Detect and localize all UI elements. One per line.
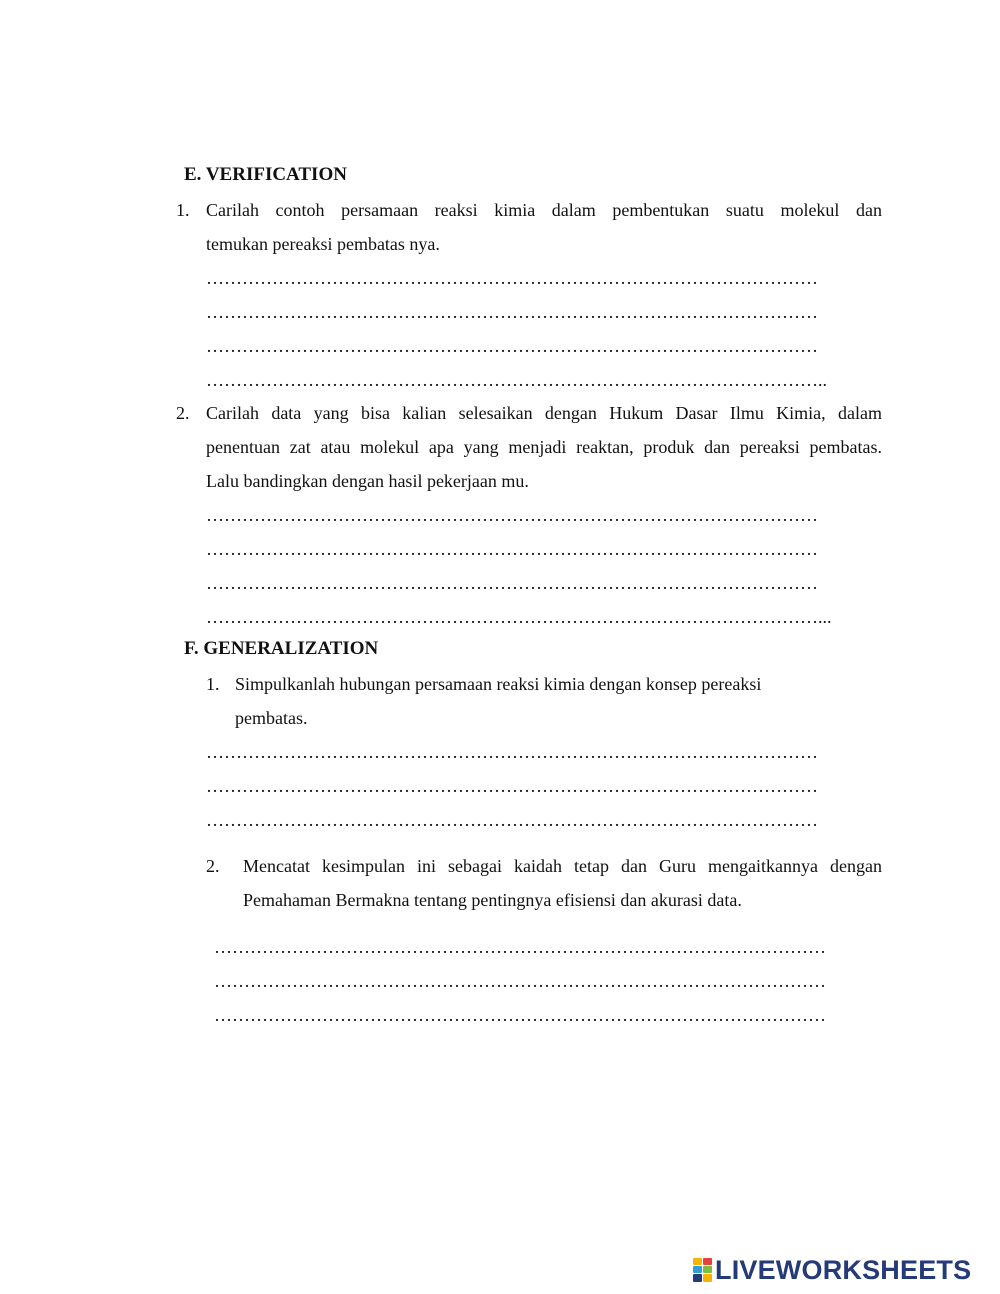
question-e1-text-line2: temukan pereaksi pembatas nya. <box>206 234 440 254</box>
question-f1-number: 1. <box>206 674 220 694</box>
question-e2-number: 2. <box>176 403 190 423</box>
answer-line-f2-2[interactable]: ………………………………………………………………………………………… <box>214 971 826 991</box>
question-e2-text-line3: Lalu bandingkan dengan hasil pekerjaan mu. <box>206 471 529 491</box>
logo-block-red <box>703 1258 712 1265</box>
answer-line-e2-1[interactable]: ………………………………………………………………………………………… <box>206 505 818 525</box>
question-f1-text-line2: pembatas. <box>235 708 308 728</box>
answer-line-f1-1[interactable]: ………………………………………………………………………………………… <box>206 742 818 762</box>
logo-block-navy <box>693 1274 702 1282</box>
liveworksheets-logo <box>693 1255 971 1285</box>
logo-block-yellow-2 <box>703 1274 712 1282</box>
liveworksheets-logo-text: LIVEWORKSHEETS <box>715 1254 972 1285</box>
answer-line-f1-2[interactable]: ………………………………………………………………………………………… <box>206 776 818 796</box>
answer-line-f2-1[interactable]: ………………………………………………………………………………………… <box>214 937 826 957</box>
question-e2-text-line1: Carilah data yang bisa kalian selesaikan dengan Hukum Dasar Ilmu Kimia, dalam <box>206 403 882 423</box>
answer-line-e2-2[interactable]: ………………………………………………………………………………………… <box>206 539 818 559</box>
liveworksheets-logo-icon <box>693 1258 712 1282</box>
section-f-heading: F. GENERALIZATION <box>184 638 379 659</box>
question-f2-text-line1: Mencatat kesimpulan ini sebagai kaidah tetap dan Guru mengaitkannya dengan <box>243 856 882 876</box>
answer-line-e1-1[interactable]: ………………………………………………………………………………………… <box>206 268 818 288</box>
answer-line-f2-3[interactable]: ………………………………………………………………………………………… <box>214 1005 826 1025</box>
question-e2-text-line2: penentuan zat atau molekul apa yang menjadi reaktan, produk dan pereaksi pembatas. <box>206 437 882 457</box>
answer-line-e1-4[interactable]: ………………………………………………………………………………………….. <box>206 370 827 390</box>
question-f1-text-line1: Simpulkanlah hubungan persamaan reaksi kimia dengan konsep pereaksi <box>235 674 762 694</box>
section-e-heading: E. VERIFICATION <box>184 164 347 185</box>
answer-line-e1-3[interactable]: ………………………………………………………………………………………… <box>206 336 818 356</box>
answer-line-e2-3[interactable]: ………………………………………………………………………………………… <box>206 573 818 593</box>
answer-line-f1-3[interactable]: ………………………………………………………………………………………… <box>206 810 818 830</box>
question-f2-text-line2: Pemahaman Bermakna tentang pentingnya efisiensi dan akurasi data. <box>243 890 742 910</box>
question-e1-text-line1: Carilah contoh persamaan reaksi kimia dalam pembentukan suatu molekul dan <box>206 200 882 220</box>
question-f2-number: 2. <box>206 856 220 876</box>
answer-line-e1-2[interactable]: ………………………………………………………………………………………… <box>206 302 818 322</box>
question-e1-number: 1. <box>176 200 190 220</box>
logo-block-blue <box>693 1266 702 1273</box>
logo-block-green <box>703 1266 712 1273</box>
answer-line-e2-4[interactable]: …………………………………………………………………………………………... <box>206 607 832 627</box>
logo-block-yellow <box>693 1258 702 1265</box>
